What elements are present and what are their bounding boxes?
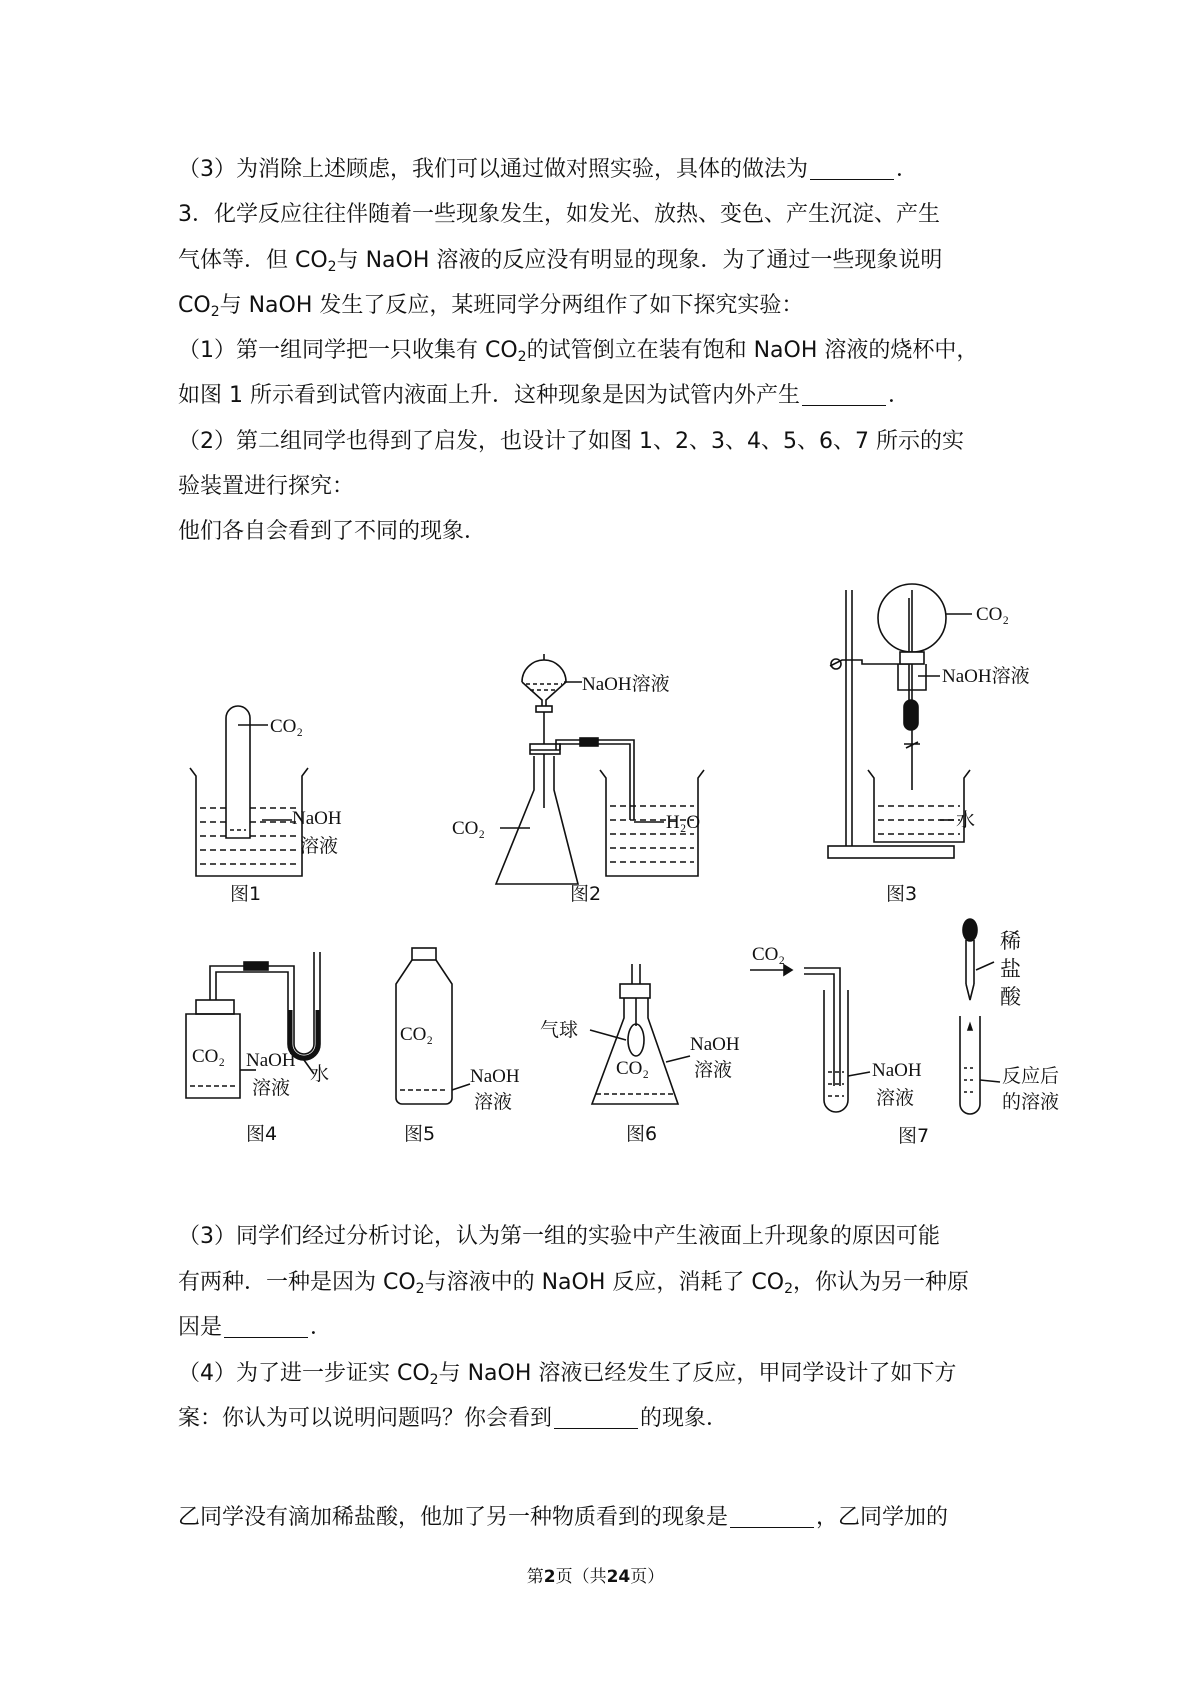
co2-label: CO₂ xyxy=(452,818,486,839)
co2-label: CO₂ xyxy=(616,1058,650,1079)
co2-label: CO₂ xyxy=(976,604,1010,625)
naoh-solution-label: NaOH溶液 xyxy=(942,666,1030,687)
naoh-label: NaOH xyxy=(292,808,342,829)
co2-label: CO₂ xyxy=(752,944,786,965)
after-reaction-label: 反应后 xyxy=(1002,1065,1060,1087)
water-label: 水 xyxy=(956,809,976,831)
naoh-label: NaOH xyxy=(470,1066,520,1087)
dilute-label: 稀 xyxy=(1000,929,1021,953)
naoh-label: NaOH xyxy=(690,1034,740,1055)
water-label: 水 xyxy=(310,1063,330,1085)
water-label: H₂O xyxy=(666,812,701,833)
paragraph-q1: （1）第一组同学把一只收集有 $CO_2$的试管倒立在装有饱和 NaOH 溶液的烧杯中， xyxy=(178,338,979,365)
fig7-caption: 图7 xyxy=(898,1125,930,1147)
paragraph-line: 如图 1 所示看到试管内液面上升．这种现象是因为试管内外产生 ． xyxy=(178,383,911,408)
co2-label: CO₂ xyxy=(192,1046,226,1067)
page-footer: 第2页（共24页） xyxy=(526,1567,665,1587)
acid-label: 酸 xyxy=(1000,985,1021,1009)
figure-3-fountain-flask xyxy=(828,584,972,858)
solution-after-label: 的溶液 xyxy=(1002,1091,1060,1113)
co2-label: CO₂ xyxy=(270,716,304,737)
solution-label: 溶液 xyxy=(474,1091,513,1113)
solution-label: 溶液 xyxy=(300,835,339,857)
fig1-caption: 图1 xyxy=(230,883,262,905)
paragraph-line: 验装置进行探究： xyxy=(178,474,355,499)
paragraph-line: $CO_2$与 NaOH 发生了反应，某班同学分两组作了如下探究实验： xyxy=(178,293,804,320)
paragraph-question-3: 3．化学反应往往伴随着一些现象发生，如发光、放热、变色、产生沉淀、产生 xyxy=(178,202,940,227)
paragraph-line: 乙同学没有滴加稀盐酸，他加了另一种物质看到的现象是 ，乙同学加的 xyxy=(178,1505,949,1530)
solution-label: 溶液 xyxy=(694,1059,733,1081)
fig2-caption: 图2 xyxy=(570,883,602,905)
paragraph-line: 气体等．但 $CO_2$与 NaOH 溶液的反应没有明显的现象．为了通过一些现象说明 xyxy=(178,248,943,275)
paragraph-line: 有两种．一种是因为 $CO_2$与溶液中的 NaOH 反应，消耗了 $CO_2$，你认为另一种原 xyxy=(178,1270,969,1297)
naoh-label: NaOH xyxy=(872,1060,922,1081)
figure-6-flask-balloon xyxy=(590,964,690,1104)
balloon-label: 气球 xyxy=(540,1019,579,1041)
paragraph-q3-analysis: （3）同学们经过分析讨论，认为第一组的实验中产生液面上升现象的原因可能 xyxy=(178,1224,940,1249)
paragraph-line: 案：你认为可以说明问题吗？你会看到 的现象． xyxy=(178,1406,729,1431)
fig3-caption: 图3 xyxy=(886,883,918,905)
fig6-caption: 图6 xyxy=(626,1123,658,1145)
paragraph-q4: （4）为了进一步证实 $CO_2$与 NaOH 溶液已经发生了反应，甲同学设计了如下方 xyxy=(178,1361,957,1388)
paragraph-q2: （2）第二组同学也得到了启发，也设计了如图 1、2、3、4、5、6、7 所示的实 xyxy=(178,429,964,454)
answer-blank[interactable] xyxy=(224,1315,308,1338)
salt-label: 盐 xyxy=(1000,957,1021,981)
fig5-caption: 图5 xyxy=(404,1123,436,1145)
answer-blank[interactable] xyxy=(730,1505,814,1528)
co2-label: CO₂ xyxy=(400,1024,434,1045)
paragraph-q3-control: （3）为消除上述顾虑，我们可以通过做对照实验，具体的做法为 ． xyxy=(178,157,919,182)
paragraph-line: 因是 ． xyxy=(178,1315,333,1340)
solution-label: 溶液 xyxy=(876,1087,915,1109)
answer-blank[interactable] xyxy=(554,1406,638,1429)
paragraph-line: 他们各自会看到了不同的现象． xyxy=(178,519,487,544)
fig4-caption: 图4 xyxy=(246,1123,278,1145)
solution-label: 溶液 xyxy=(252,1077,291,1099)
naoh-solution-label: NaOH溶液 xyxy=(582,674,670,695)
naoh-label: NaOH xyxy=(246,1050,296,1071)
figure-7-test-tubes xyxy=(750,919,1000,1114)
